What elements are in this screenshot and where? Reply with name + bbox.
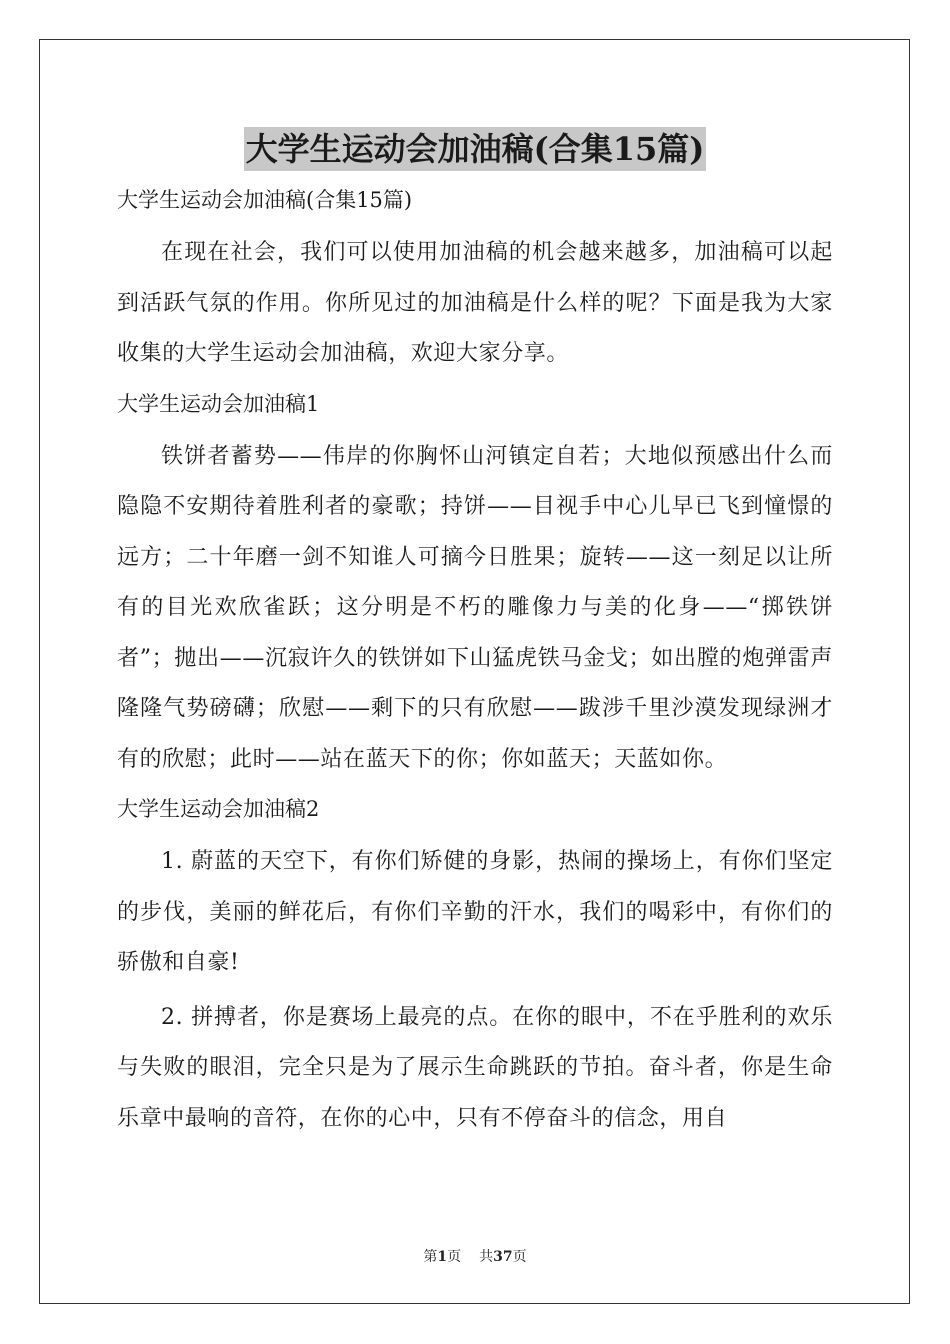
section-2-item-2: 2. 拼搏者，你是赛场上最亮的点。在你的眼中，不在乎胜利的欢乐与失败的眼泪，完全只是为了展示生命跳跃的节拍。奋斗者，你是生命乐章中最响的音符，在你的心中，只有不停奋斗的信念，用自 — [117, 1004, 833, 1131]
intro-paragraph: 在现在社会，我们可以使用加油稿的机会越来越多，加油稿可以起到活跃气氛的作用。你所见过的加油稿是什么样的呢？下面是我为大家收集的大学生运动会加油稿，欢迎大家分享。 — [117, 240, 833, 366]
total-pages: 37 — [493, 1249, 513, 1265]
document-title — [0, 127, 950, 171]
page-number: 1 — [437, 1249, 448, 1265]
page-footer — [0, 1246, 950, 1266]
document-title-text: 大学生运动会加油稿(合集15篇) — [244, 127, 707, 171]
page-suffix: 页 — [447, 1249, 462, 1265]
document-subtitle: 大学生运动会加油稿(合集15篇) — [117, 188, 413, 212]
total-suffix: 页 — [512, 1249, 527, 1265]
section-1-paragraph: 铁饼者蓄势——伟岸的你胸怀山河镇定自若；大地似预感出什么而隐隐不安期待着胜利者的豪歌；持饼——目视手中心儿早已飞到憧憬的远方；二十年磨一剑不知谁人可摘今日胜果；旋转——这一刻足以让所有的目光欢欣雀跃；这分明是不朽的雕像力与美的化身——“掷铁饼者”；抛出——沉寂许久的铁饼如下山猛虎铁马金戈；如出膛的炮弹雷声隆隆气势磅礴；欣慰——剩下的只有欣慰——跋涉千里沙漠发现绿洲才有的欣慰；此时——站在蓝天下的你；你如蓝天；天蓝如你。 — [117, 443, 833, 772]
section-2-item-1: 1. 蔚蓝的天空下，有你们矫健的身影，热闹的操场上，有你们坚定的步伐，美丽的鲜花后，有你们辛勤的汗水，我们的喝彩中，有你们的骄傲和自豪! — [117, 849, 833, 975]
section-heading-1: 大学生运动会加油稿1 — [117, 391, 320, 416]
page-prefix: 第 — [423, 1249, 438, 1265]
section-heading-2: 大学生运动会加油稿2 — [117, 797, 320, 821]
document-body — [117, 176, 833, 1144]
total-prefix: 共 — [479, 1249, 494, 1265]
